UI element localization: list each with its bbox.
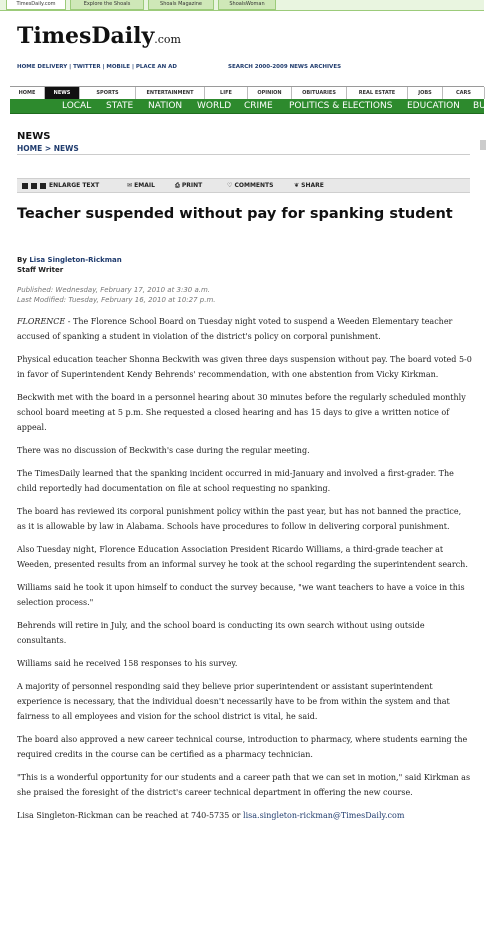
text-size-icons[interactable] — [22, 179, 99, 192]
paragraph: There was no discussion of Beckwith's case during the regular meeting. — [17, 446, 310, 455]
nav-obituaries[interactable]: OBITUARIES — [292, 87, 347, 99]
sub-nav — [10, 99, 484, 114]
main-nav — [10, 86, 484, 100]
subnav-crime[interactable]: CRIME — [244, 101, 273, 111]
comments-label: COMMENTS — [234, 182, 274, 189]
utility-links[interactable]: HOME DELIVERY | TWITTER | MOBILE | PLACE AN AD — [17, 64, 177, 70]
text-smaller-icon[interactable] — [22, 183, 28, 189]
print-label: PRINT — [181, 182, 203, 189]
print-button[interactable] — [175, 179, 202, 192]
print-icon: ⎙ — [175, 182, 180, 189]
nav-opinion[interactable]: OPINION — [248, 87, 292, 99]
contact-paragraph — [17, 808, 472, 823]
comments-button[interactable] — [227, 179, 273, 192]
author-link[interactable]: Lisa Singleton-Rickman — [29, 256, 122, 264]
breadcrumb[interactable]: HOME > NEWS — [17, 144, 79, 153]
text-larger-icon[interactable] — [31, 183, 37, 189]
article-toolbar — [17, 178, 470, 193]
site-logo[interactable] — [17, 23, 181, 49]
share-label: SHARE — [301, 182, 324, 189]
paragraph: Beckwith met with the board in a personnel hearing about 30 minutes before the regularly scheduled monthly school board meeting at 5 p.m. She requested a closed hearing and has 15 days to give a written notice of appeal. — [17, 393, 466, 432]
divider — [17, 154, 470, 155]
author-role: Staff Writer — [17, 266, 64, 274]
paragraph: Behrends will retire in July, and the school board is conducting its own search without using outside consultants. — [17, 621, 425, 645]
share-icon: ❦ — [294, 182, 300, 189]
logo-suffix: .com — [154, 33, 181, 46]
tab-timesdaily[interactable]: TimesDaily.com — [6, 0, 66, 10]
subnav-state[interactable]: STATE — [106, 101, 134, 111]
byline-prefix: By — [17, 256, 27, 264]
article-body — [17, 314, 472, 831]
comment-icon: ♡ — [227, 182, 233, 189]
nav-home[interactable]: HOME — [10, 87, 45, 99]
nav-news[interactable]: NEWS — [45, 87, 80, 99]
nav-jobs[interactable]: JOBS — [408, 87, 443, 99]
paragraph: The TimesDaily learned that the spanking incident occurred in mid-January and involved a first-grader. The child reportedly had documentation on file at school requesting no spanking. — [17, 469, 454, 493]
paragraph — [17, 314, 472, 344]
nav-entertainment[interactable]: ENTERTAINMENT — [136, 87, 205, 99]
contact-email-link[interactable]: lisa.singleton-rickman@TimesDaily.com — [243, 811, 405, 820]
tab-shoals-woman[interactable]: ShoalsWoman — [218, 0, 276, 10]
email-button[interactable] — [127, 179, 155, 192]
paragraph: Also Tuesday night, Florence Education Association President Ricardo Williams, a third-grade teacher at Weeden, presented results from an informal survey he took at the school regarding the superintendent search. — [17, 545, 468, 569]
section-title: NEWS — [17, 131, 51, 142]
nav-life[interactable]: LIFE — [205, 87, 248, 99]
contact-text: Lisa Singleton-Rickman can be reached at 740-5735 or — [17, 811, 244, 820]
tab-shoals-magazine[interactable]: Shoals Magazine — [148, 0, 214, 10]
text-largest-icon[interactable] — [40, 183, 46, 189]
dateline: FLORENCE — [17, 317, 66, 326]
tab-explore-shoals[interactable]: Explore the Shoals — [70, 0, 144, 10]
paragraph: The board has reviewed its corporal punishment policy within the past year, but has not banned the practice, as it is allowable by law in Alabama. Schools have procedures to follow in delivering corporal punishment. — [17, 507, 462, 531]
article-headline: Teacher suspended without pay for spanking student — [17, 206, 453, 222]
enlarge-text-label[interactable]: ENLARGE TEXT — [49, 182, 100, 189]
byline — [17, 256, 122, 264]
share-button[interactable] — [294, 179, 324, 192]
modified-date: Last Modified: Tuesday, February 16, 2010 at 10:27 p.m. — [17, 296, 216, 304]
subnav-local[interactable]: LOCAL — [62, 101, 92, 111]
subnav-education[interactable]: EDUCATION — [407, 101, 460, 111]
email-label: EMAIL — [134, 182, 155, 189]
nav-cars[interactable]: CARS — [443, 87, 485, 99]
paragraph: The board also approved a new career technical course, introduction to pharmacy, where students earning the required credits in the course can be certified as a pharmacy technician. — [17, 735, 468, 759]
subnav-nation[interactable]: NATION — [148, 101, 183, 111]
paragraph-text: - The Florence School Board on Tuesday night voted to suspend a Weeden Elementary teacher accused of spanking a student in violation of the district's policy on corporal punishment. — [17, 317, 453, 341]
email-icon: ✉ — [127, 182, 133, 189]
site-tabs-bar — [0, 0, 484, 11]
paragraph: Williams said he received 158 responses to his survey. — [17, 659, 238, 668]
subnav-world[interactable]: WORLD — [197, 101, 232, 111]
side-scroll-tab[interactable] — [480, 140, 486, 150]
logo-text: TimesDaily — [17, 23, 155, 49]
paragraph: Physical education teacher Shonna Beckwith was given three days suspension without pay. The board voted 5-0 in favor of Superintendent Kendy Behrends' recommendation, with one abstention from Vicky Kirkman. — [17, 355, 472, 379]
published-date: Published: Wednesday, February 17, 2010 at 3:30 a.m. — [17, 286, 211, 294]
archive-search-link[interactable]: SEARCH 2000-2009 NEWS ARCHIVES — [228, 64, 342, 70]
subnav-business[interactable]: BU — [473, 101, 486, 111]
nav-sports[interactable]: SPORTS — [80, 87, 136, 99]
paragraph: Williams said he took it upon himself to conduct the survey because, "we want teachers to have a voice in this selection process." — [17, 583, 465, 607]
paragraph: A majority of personnel responding said they believe prior superintendent or assistant superintendent experience is necessary, that the individual doesn't necessarily have to be from within the system and that fairness to all employees and vision for the school district is vital, he said. — [17, 682, 450, 721]
paragraph: "This is a wonderful opportunity for our students and a career path that we can set in motion," said Kirkman as she praised the foresight of the district's career technical department in offering the new course. — [17, 773, 471, 797]
nav-real-estate[interactable]: REAL ESTATE — [347, 87, 408, 99]
subnav-politics[interactable]: POLITICS & ELECTIONS — [289, 101, 393, 111]
